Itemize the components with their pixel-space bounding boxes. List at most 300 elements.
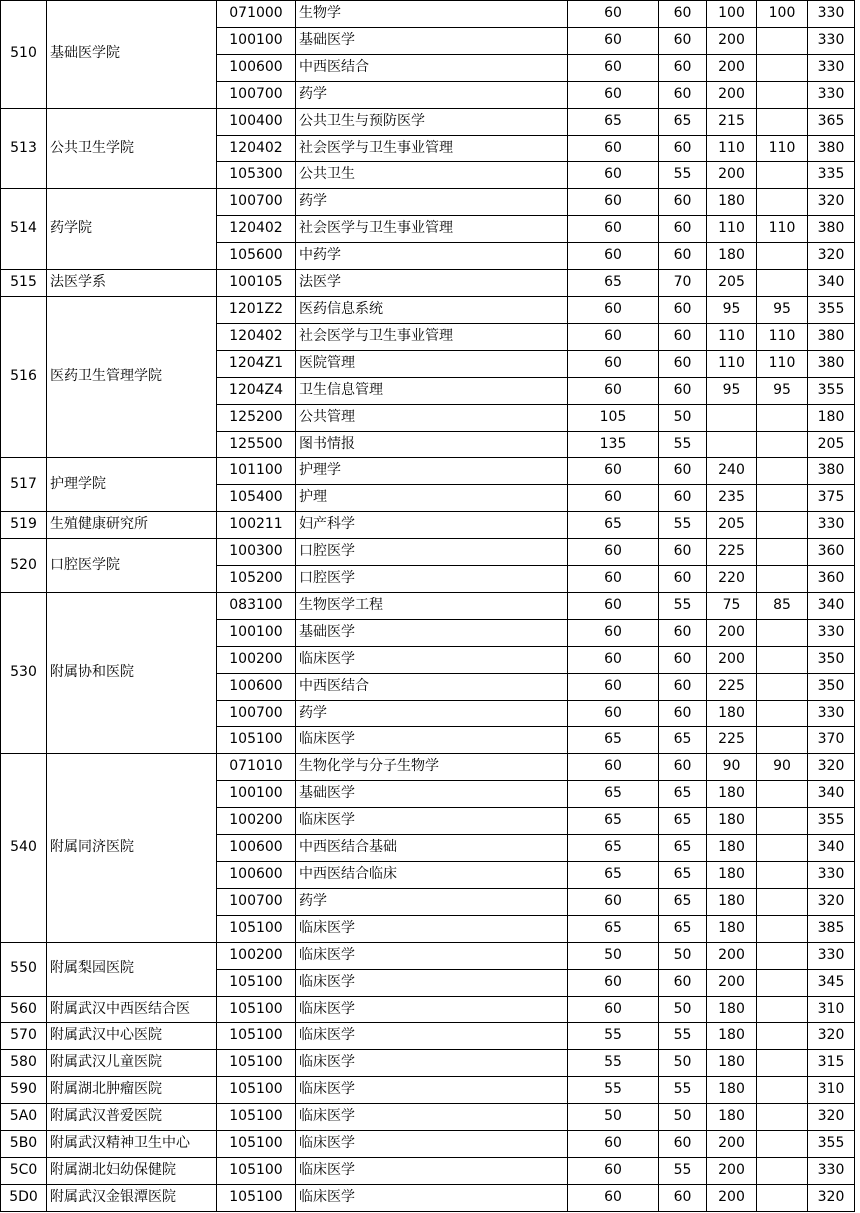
subject-1-score bbox=[707, 431, 757, 458]
department-code: 520 bbox=[1, 539, 47, 593]
foreign-language-score: 65 bbox=[659, 808, 707, 835]
total-score: 320 bbox=[808, 243, 855, 270]
table-row bbox=[1, 296, 855, 323]
foreign-language-score: 60 bbox=[659, 700, 707, 727]
subject-1-score: 200 bbox=[707, 162, 757, 189]
foreign-language-score: 60 bbox=[659, 458, 707, 485]
major-code: 120402 bbox=[217, 135, 296, 162]
major-code: 100100 bbox=[217, 781, 296, 808]
table-row bbox=[1, 592, 855, 619]
major-code: 120402 bbox=[217, 323, 296, 350]
foreign-language-score: 60 bbox=[659, 296, 707, 323]
major-name: 临床医学 bbox=[296, 1184, 568, 1211]
major-name: 临床医学 bbox=[296, 996, 568, 1023]
major-code: 105100 bbox=[217, 1157, 296, 1184]
department-code: 570 bbox=[1, 1023, 47, 1050]
major-name: 图书情报 bbox=[296, 431, 568, 458]
table-row bbox=[1, 1023, 855, 1050]
foreign-language-score: 60 bbox=[659, 216, 707, 243]
major-name: 口腔医学 bbox=[296, 539, 568, 566]
table-row bbox=[1, 512, 855, 539]
major-code: 100200 bbox=[217, 808, 296, 835]
major-code: 105100 bbox=[217, 996, 296, 1023]
foreign-language-score: 60 bbox=[659, 1131, 707, 1158]
foreign-language-score: 55 bbox=[659, 431, 707, 458]
total-score: 330 bbox=[808, 512, 855, 539]
table-row bbox=[1, 539, 855, 566]
politics-score: 55 bbox=[568, 1050, 659, 1077]
total-score: 205 bbox=[808, 431, 855, 458]
total-score: 320 bbox=[808, 1023, 855, 1050]
table-row bbox=[1, 754, 855, 781]
major-name: 临床医学 bbox=[296, 727, 568, 754]
department-name: 附属武汉金银潭医院 bbox=[47, 1184, 217, 1211]
politics-score: 60 bbox=[568, 673, 659, 700]
politics-score: 105 bbox=[568, 404, 659, 431]
total-score: 330 bbox=[808, 1157, 855, 1184]
major-code: 100600 bbox=[217, 54, 296, 81]
politics-score: 65 bbox=[568, 781, 659, 808]
subject-2-score bbox=[757, 1050, 808, 1077]
subject-2-score: 110 bbox=[757, 135, 808, 162]
subject-2-score bbox=[757, 458, 808, 485]
total-score: 385 bbox=[808, 915, 855, 942]
foreign-language-score: 55 bbox=[659, 1023, 707, 1050]
total-score: 330 bbox=[808, 27, 855, 54]
subject-1-score: 180 bbox=[707, 888, 757, 915]
total-score: 320 bbox=[808, 888, 855, 915]
major-name: 药学 bbox=[296, 888, 568, 915]
score-table-body bbox=[1, 1, 855, 1212]
subject-1-score: 180 bbox=[707, 1104, 757, 1131]
department-name: 护理学院 bbox=[47, 458, 217, 512]
foreign-language-score: 65 bbox=[659, 915, 707, 942]
subject-1-score: 200 bbox=[707, 54, 757, 81]
subject-2-score: 110 bbox=[757, 216, 808, 243]
politics-score: 60 bbox=[568, 754, 659, 781]
politics-score: 65 bbox=[568, 108, 659, 135]
subject-2-score bbox=[757, 1104, 808, 1131]
foreign-language-score: 65 bbox=[659, 781, 707, 808]
total-score: 320 bbox=[808, 1104, 855, 1131]
subject-1-score: 180 bbox=[707, 700, 757, 727]
major-name: 临床医学 bbox=[296, 915, 568, 942]
subject-2-score bbox=[757, 270, 808, 297]
major-code: 1201Z2 bbox=[217, 296, 296, 323]
department-name: 附属武汉中西医结合医 bbox=[47, 996, 217, 1023]
major-name: 卫生信息管理 bbox=[296, 377, 568, 404]
politics-score: 60 bbox=[568, 135, 659, 162]
subject-1-score: 225 bbox=[707, 539, 757, 566]
major-name: 公共管理 bbox=[296, 404, 568, 431]
foreign-language-score: 50 bbox=[659, 404, 707, 431]
subject-2-score bbox=[757, 835, 808, 862]
major-name: 临床医学 bbox=[296, 1077, 568, 1104]
total-score: 340 bbox=[808, 270, 855, 297]
foreign-language-score: 60 bbox=[659, 54, 707, 81]
politics-score: 60 bbox=[568, 485, 659, 512]
politics-score: 65 bbox=[568, 270, 659, 297]
politics-score: 60 bbox=[568, 539, 659, 566]
major-code: 1204Z1 bbox=[217, 350, 296, 377]
major-code: 105300 bbox=[217, 162, 296, 189]
major-name: 医药信息系统 bbox=[296, 296, 568, 323]
major-code: 100600 bbox=[217, 673, 296, 700]
total-score: 315 bbox=[808, 1050, 855, 1077]
major-name: 中西医结合基础 bbox=[296, 835, 568, 862]
foreign-language-score: 60 bbox=[659, 485, 707, 512]
major-code: 100600 bbox=[217, 862, 296, 889]
major-code: 105100 bbox=[217, 915, 296, 942]
major-name: 药学 bbox=[296, 700, 568, 727]
total-score: 350 bbox=[808, 673, 855, 700]
foreign-language-score: 65 bbox=[659, 108, 707, 135]
subject-2-score: 85 bbox=[757, 592, 808, 619]
foreign-language-score: 50 bbox=[659, 942, 707, 969]
total-score: 375 bbox=[808, 485, 855, 512]
major-name: 临床医学 bbox=[296, 646, 568, 673]
major-code: 100300 bbox=[217, 539, 296, 566]
foreign-language-score: 60 bbox=[659, 566, 707, 593]
politics-score: 60 bbox=[568, 216, 659, 243]
department-name: 附属武汉精神卫生中心 bbox=[47, 1131, 217, 1158]
subject-1-score: 75 bbox=[707, 592, 757, 619]
major-name: 临床医学 bbox=[296, 1131, 568, 1158]
politics-score: 65 bbox=[568, 512, 659, 539]
table-row bbox=[1, 1184, 855, 1211]
subject-2-score bbox=[757, 862, 808, 889]
subject-2-score bbox=[757, 915, 808, 942]
foreign-language-score: 55 bbox=[659, 512, 707, 539]
subject-1-score: 95 bbox=[707, 296, 757, 323]
politics-score: 60 bbox=[568, 377, 659, 404]
major-code: 100200 bbox=[217, 942, 296, 969]
department-name: 医药卫生管理学院 bbox=[47, 296, 217, 457]
foreign-language-score: 60 bbox=[659, 539, 707, 566]
total-score: 320 bbox=[808, 189, 855, 216]
major-name: 临床医学 bbox=[296, 969, 568, 996]
department-name: 附属湖北肿瘤医院 bbox=[47, 1077, 217, 1104]
major-code: 100100 bbox=[217, 619, 296, 646]
foreign-language-score: 60 bbox=[659, 81, 707, 108]
total-score: 335 bbox=[808, 162, 855, 189]
department-name: 附属武汉中心医院 bbox=[47, 1023, 217, 1050]
department-name: 公共卫生学院 bbox=[47, 108, 217, 189]
subject-2-score bbox=[757, 646, 808, 673]
subject-2-score bbox=[757, 54, 808, 81]
foreign-language-score: 60 bbox=[659, 619, 707, 646]
major-code: 083100 bbox=[217, 592, 296, 619]
total-score: 330 bbox=[808, 81, 855, 108]
major-name: 社会医学与卫生事业管理 bbox=[296, 135, 568, 162]
total-score: 355 bbox=[808, 1131, 855, 1158]
subject-1-score: 110 bbox=[707, 216, 757, 243]
major-name: 药学 bbox=[296, 189, 568, 216]
subject-1-score: 220 bbox=[707, 566, 757, 593]
department-code: 530 bbox=[1, 592, 47, 753]
politics-score: 60 bbox=[568, 619, 659, 646]
foreign-language-score: 55 bbox=[659, 1157, 707, 1184]
foreign-language-score: 60 bbox=[659, 189, 707, 216]
politics-score: 60 bbox=[568, 1131, 659, 1158]
foreign-language-score: 60 bbox=[659, 243, 707, 270]
politics-score: 60 bbox=[568, 996, 659, 1023]
foreign-language-score: 55 bbox=[659, 162, 707, 189]
department-code: 5C0 bbox=[1, 1157, 47, 1184]
department-code: 517 bbox=[1, 458, 47, 512]
department-name: 法医学系 bbox=[47, 270, 217, 297]
major-code: 100211 bbox=[217, 512, 296, 539]
foreign-language-score: 70 bbox=[659, 270, 707, 297]
table-row bbox=[1, 1077, 855, 1104]
politics-score: 60 bbox=[568, 592, 659, 619]
subject-2-score bbox=[757, 1157, 808, 1184]
total-score: 380 bbox=[808, 135, 855, 162]
foreign-language-score: 65 bbox=[659, 727, 707, 754]
subject-1-score: 200 bbox=[707, 27, 757, 54]
department-code: 590 bbox=[1, 1077, 47, 1104]
department-name: 基础医学院 bbox=[47, 1, 217, 109]
politics-score: 60 bbox=[568, 189, 659, 216]
subject-2-score bbox=[757, 996, 808, 1023]
department-name: 附属湖北妇幼保健院 bbox=[47, 1157, 217, 1184]
subject-2-score bbox=[757, 1131, 808, 1158]
major-code: 125500 bbox=[217, 431, 296, 458]
subject-1-score: 95 bbox=[707, 377, 757, 404]
major-name: 口腔医学 bbox=[296, 566, 568, 593]
subject-1-score: 200 bbox=[707, 942, 757, 969]
department-name: 附属武汉普爱医院 bbox=[47, 1104, 217, 1131]
total-score: 330 bbox=[808, 1, 855, 28]
subject-2-score bbox=[757, 485, 808, 512]
major-name: 生物化学与分子生物学 bbox=[296, 754, 568, 781]
subject-1-score bbox=[707, 404, 757, 431]
total-score: 330 bbox=[808, 862, 855, 889]
foreign-language-score: 50 bbox=[659, 1104, 707, 1131]
major-code: 100105 bbox=[217, 270, 296, 297]
politics-score: 65 bbox=[568, 808, 659, 835]
major-code: 100700 bbox=[217, 81, 296, 108]
major-name: 公共卫生 bbox=[296, 162, 568, 189]
politics-score: 65 bbox=[568, 727, 659, 754]
major-name: 中西医结合临床 bbox=[296, 862, 568, 889]
subject-1-score: 180 bbox=[707, 189, 757, 216]
major-code: 120402 bbox=[217, 216, 296, 243]
subject-2-score bbox=[757, 888, 808, 915]
politics-score: 135 bbox=[568, 431, 659, 458]
subject-1-score: 215 bbox=[707, 108, 757, 135]
subject-1-score: 180 bbox=[707, 243, 757, 270]
subject-2-score: 95 bbox=[757, 377, 808, 404]
politics-score: 60 bbox=[568, 243, 659, 270]
subject-2-score bbox=[757, 781, 808, 808]
major-code: 105100 bbox=[217, 1023, 296, 1050]
foreign-language-score: 55 bbox=[659, 1077, 707, 1104]
subject-2-score bbox=[757, 431, 808, 458]
major-code: 105100 bbox=[217, 727, 296, 754]
major-code: 105100 bbox=[217, 1104, 296, 1131]
total-score: 330 bbox=[808, 942, 855, 969]
department-code: 5D0 bbox=[1, 1184, 47, 1211]
major-name: 生物学 bbox=[296, 1, 568, 28]
total-score: 340 bbox=[808, 781, 855, 808]
politics-score: 60 bbox=[568, 54, 659, 81]
major-name: 临床医学 bbox=[296, 808, 568, 835]
subject-1-score: 110 bbox=[707, 323, 757, 350]
total-score: 365 bbox=[808, 108, 855, 135]
politics-score: 60 bbox=[568, 350, 659, 377]
department-code: 5B0 bbox=[1, 1131, 47, 1158]
subject-2-score bbox=[757, 539, 808, 566]
total-score: 380 bbox=[808, 350, 855, 377]
total-score: 330 bbox=[808, 619, 855, 646]
subject-2-score bbox=[757, 808, 808, 835]
subject-2-score bbox=[757, 512, 808, 539]
major-name: 基础医学 bbox=[296, 781, 568, 808]
department-name: 药学院 bbox=[47, 189, 217, 270]
total-score: 360 bbox=[808, 539, 855, 566]
major-name: 中西医结合 bbox=[296, 673, 568, 700]
major-name: 生物医学工程 bbox=[296, 592, 568, 619]
total-score: 330 bbox=[808, 54, 855, 81]
politics-score: 60 bbox=[568, 969, 659, 996]
major-name: 基础医学 bbox=[296, 27, 568, 54]
table-row bbox=[1, 270, 855, 297]
politics-score: 60 bbox=[568, 700, 659, 727]
subject-2-score bbox=[757, 942, 808, 969]
foreign-language-score: 60 bbox=[659, 1, 707, 28]
major-code: 105100 bbox=[217, 1131, 296, 1158]
politics-score: 65 bbox=[568, 835, 659, 862]
subject-1-score: 225 bbox=[707, 727, 757, 754]
table-row bbox=[1, 1131, 855, 1158]
major-code: 105100 bbox=[217, 1184, 296, 1211]
subject-2-score bbox=[757, 404, 808, 431]
subject-1-score: 90 bbox=[707, 754, 757, 781]
foreign-language-score: 65 bbox=[659, 888, 707, 915]
politics-score: 50 bbox=[568, 1104, 659, 1131]
subject-1-score: 100 bbox=[707, 1, 757, 28]
subject-2-score bbox=[757, 81, 808, 108]
politics-score: 60 bbox=[568, 81, 659, 108]
total-score: 380 bbox=[808, 458, 855, 485]
subject-1-score: 200 bbox=[707, 646, 757, 673]
major-code: 105100 bbox=[217, 1077, 296, 1104]
table-row bbox=[1, 1104, 855, 1131]
subject-1-score: 200 bbox=[707, 81, 757, 108]
politics-score: 60 bbox=[568, 566, 659, 593]
foreign-language-score: 60 bbox=[659, 673, 707, 700]
subject-2-score: 100 bbox=[757, 1, 808, 28]
total-score: 380 bbox=[808, 323, 855, 350]
politics-score: 55 bbox=[568, 1077, 659, 1104]
table-row bbox=[1, 1, 855, 28]
foreign-language-score: 55 bbox=[659, 592, 707, 619]
major-code: 1204Z4 bbox=[217, 377, 296, 404]
major-code: 105100 bbox=[217, 969, 296, 996]
table-row bbox=[1, 1157, 855, 1184]
major-code: 100700 bbox=[217, 189, 296, 216]
major-name: 基础医学 bbox=[296, 619, 568, 646]
total-score: 355 bbox=[808, 296, 855, 323]
subject-2-score bbox=[757, 189, 808, 216]
politics-score: 60 bbox=[568, 296, 659, 323]
subject-1-score: 180 bbox=[707, 1077, 757, 1104]
subject-1-score: 205 bbox=[707, 512, 757, 539]
foreign-language-score: 60 bbox=[659, 646, 707, 673]
major-code: 100700 bbox=[217, 700, 296, 727]
department-name: 口腔医学院 bbox=[47, 539, 217, 593]
total-score: 330 bbox=[808, 700, 855, 727]
subject-2-score bbox=[757, 27, 808, 54]
total-score: 320 bbox=[808, 754, 855, 781]
major-name: 临床医学 bbox=[296, 1023, 568, 1050]
total-score: 340 bbox=[808, 835, 855, 862]
total-score: 180 bbox=[808, 404, 855, 431]
department-code: 513 bbox=[1, 108, 47, 189]
foreign-language-score: 60 bbox=[659, 27, 707, 54]
total-score: 310 bbox=[808, 1077, 855, 1104]
total-score: 345 bbox=[808, 969, 855, 996]
politics-score: 60 bbox=[568, 323, 659, 350]
department-code: 540 bbox=[1, 754, 47, 942]
subject-1-score: 110 bbox=[707, 350, 757, 377]
department-name: 附属同济医院 bbox=[47, 754, 217, 942]
department-name: 生殖健康研究所 bbox=[47, 512, 217, 539]
subject-1-score: 180 bbox=[707, 1050, 757, 1077]
subject-1-score: 200 bbox=[707, 1184, 757, 1211]
major-code: 105600 bbox=[217, 243, 296, 270]
major-code: 125200 bbox=[217, 404, 296, 431]
subject-2-score: 95 bbox=[757, 296, 808, 323]
major-code: 105400 bbox=[217, 485, 296, 512]
department-code: 550 bbox=[1, 942, 47, 996]
department-code: 560 bbox=[1, 996, 47, 1023]
subject-2-score bbox=[757, 700, 808, 727]
major-code: 100100 bbox=[217, 27, 296, 54]
major-name: 公共卫生与预防医学 bbox=[296, 108, 568, 135]
subject-2-score bbox=[757, 727, 808, 754]
major-code: 101100 bbox=[217, 458, 296, 485]
subject-1-score: 225 bbox=[707, 673, 757, 700]
subject-2-score bbox=[757, 1184, 808, 1211]
politics-score: 65 bbox=[568, 915, 659, 942]
department-code: 514 bbox=[1, 189, 47, 270]
subject-1-score: 200 bbox=[707, 1157, 757, 1184]
subject-1-score: 110 bbox=[707, 135, 757, 162]
subject-1-score: 180 bbox=[707, 808, 757, 835]
table-row bbox=[1, 942, 855, 969]
department-code: 510 bbox=[1, 1, 47, 109]
subject-2-score bbox=[757, 1023, 808, 1050]
politics-score: 60 bbox=[568, 458, 659, 485]
politics-score: 60 bbox=[568, 27, 659, 54]
total-score: 355 bbox=[808, 808, 855, 835]
major-code: 105100 bbox=[217, 1050, 296, 1077]
subject-2-score: 110 bbox=[757, 350, 808, 377]
table-row bbox=[1, 189, 855, 216]
major-name: 药学 bbox=[296, 81, 568, 108]
subject-2-score bbox=[757, 1077, 808, 1104]
foreign-language-score: 60 bbox=[659, 350, 707, 377]
total-score: 310 bbox=[808, 996, 855, 1023]
department-name: 附属协和医院 bbox=[47, 592, 217, 753]
subject-1-score: 180 bbox=[707, 996, 757, 1023]
table-row bbox=[1, 458, 855, 485]
foreign-language-score: 65 bbox=[659, 835, 707, 862]
subject-1-score: 205 bbox=[707, 270, 757, 297]
total-score: 340 bbox=[808, 592, 855, 619]
